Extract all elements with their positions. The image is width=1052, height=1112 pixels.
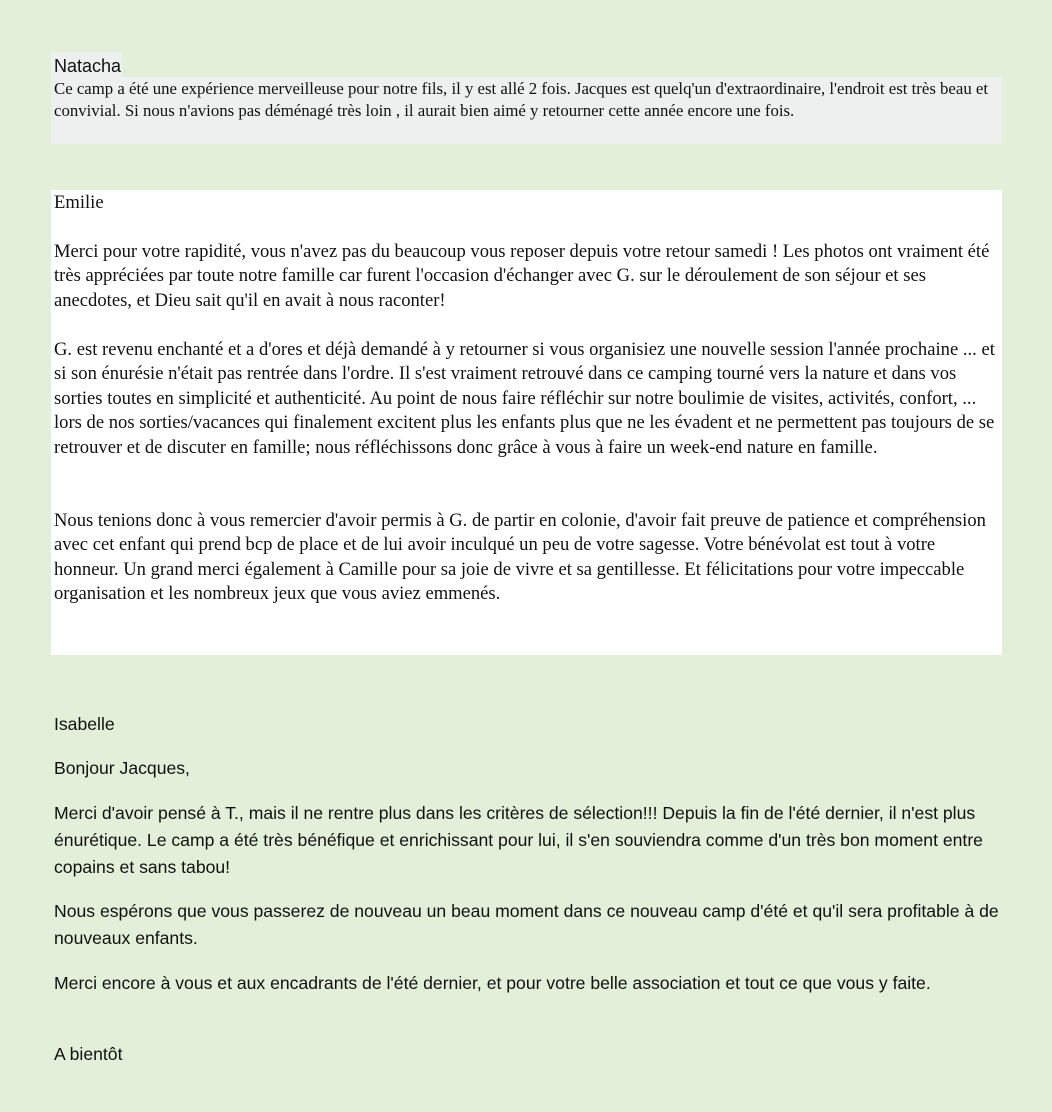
emilie-paragraph-1: Merci pour votre rapidité, vous n'avez pas du beaucoup vous reposer depuis votre retour samedi ! Les photos ont vraiment été très appréciées par toute notre famille car furent l'occasion d'échanger avec G. sur le déroulement de son séjour et ses anecdotes, et Dieu sait qu'il en avait à nous raconter! xyxy=(54,241,990,311)
emilie-paragraph-2: G. est revenu enchanté et a d'ores et déjà demandé à y retourner si vous organisiez une nouvelle session l'année prochaine ... et si son énurésie n'était pas rentrée dans l'ordre. Il s'est vraiment retrouvé dans ce camping tourné vers la nature et dans vos sorties toutes en simplicité et authenticité. Au point de nous faire réfléchir sur notre boulimie de visites, activités, confort, ... lors de nos sorties/vacances qui finalement excitent plus les enfants plus que ne les évadent et ne permettent pas toujours de se retrouver et de discuter en famille; nous réfléchissons donc grâce à vous à faire un week-end nature en famille. xyxy=(54,339,995,458)
isabelle-signoff: A bientôt xyxy=(54,1044,123,1064)
isabelle-paragraph-2: Nous espérons que vous passerez de nouveau un beau moment dans ce nouveau camp d'été et qu'il sera profitable à de nouveaux enfants. xyxy=(54,901,999,948)
isabelle-paragraph-3: Merci encore à vous et aux encadrants de l'été dernier, et pour votre belle association et tout ce que vous y faite. xyxy=(54,973,931,993)
isabelle-paragraph-1: Merci d'avoir pensé à T., mais il ne rentre plus dans les critères de sélection!!! Depuis la fin de l'été dernier, il n'est plus énurétique. Le camp a été très bénéfique et enrichissant pour lui, il s'en souviendra comme d'un très bon moment entre copains et sans tabou! xyxy=(54,803,983,877)
isabelle-author-name: Isabelle xyxy=(54,714,115,734)
emilie-paragraph-3: Nous tenions donc à vous remercier d'avoir permis à G. de partir en colonie, d'avoir fait preuve de patience et compréhension avec cet enfant qui prend bcp de place et de lui avoir inculqué un peu de votre sagesse. Votre bénévolat est tout à votre honneur. Un grand merci également à Camille pour sa joie de vivre et sa gentillesse. Et félicitations pour votre impeccable organisation et les nombreux jeux que vous aviez emmenés. xyxy=(54,510,986,605)
natacha-testimonial-text: Ce camp a été une expérience merveilleuse pour notre fils, il y est allé 2 fois. Jacques est quelq'un d'extraordinaire, l'endroit est très beau et convivial. Si nous n'avions pas déménagé très loin , il aurait bien aimé y retourner cette année encore une fois. xyxy=(54,79,989,120)
isabelle-greeting: Bonjour Jacques, xyxy=(54,758,190,778)
natacha-author-name: Natacha xyxy=(54,56,122,76)
emilie-author-name: Emilie xyxy=(54,192,104,213)
